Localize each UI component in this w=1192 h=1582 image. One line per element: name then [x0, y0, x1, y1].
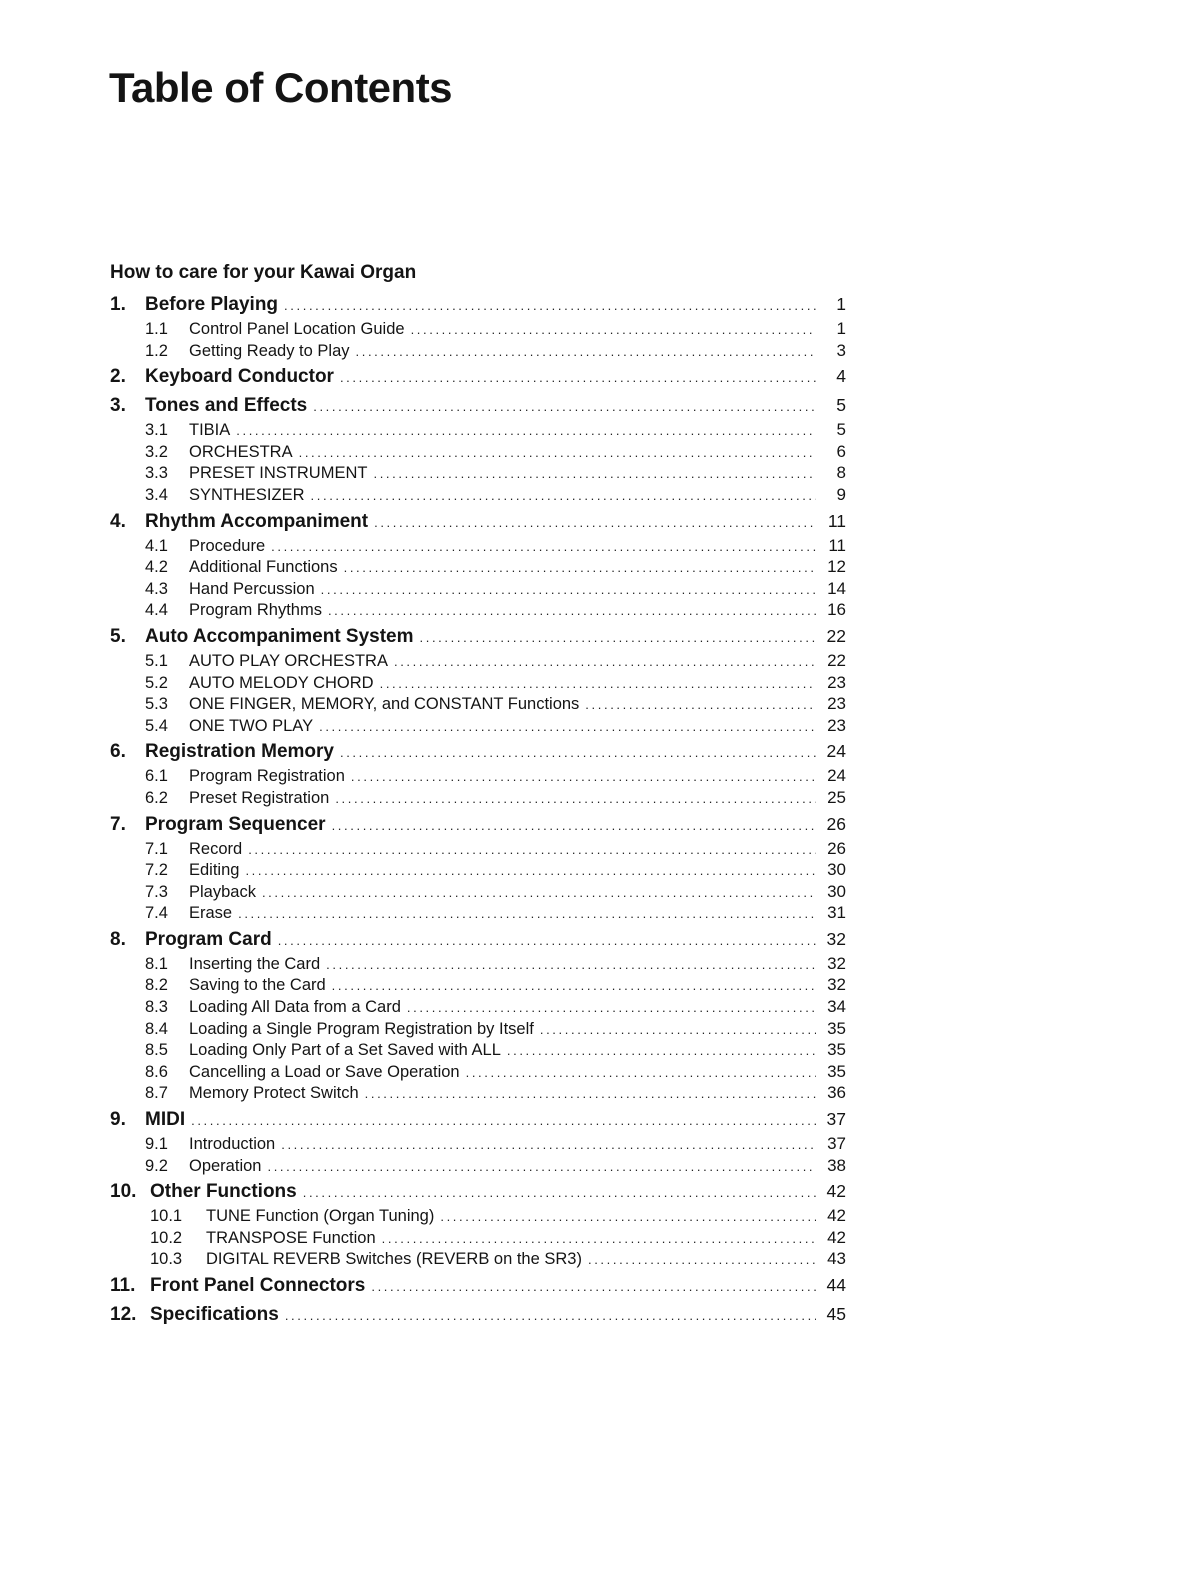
dot-leader	[507, 1040, 816, 1061]
toc-page-number: 37	[827, 1134, 846, 1154]
dot-leader	[420, 624, 816, 650]
toc-section-row	[110, 787, 846, 809]
dot-leader	[356, 341, 816, 362]
toc-entry-title: Erase	[189, 904, 233, 923]
toc-entry-number: 8.5	[145, 1041, 168, 1060]
toc-entry-number: 4.2	[145, 558, 168, 577]
toc-entry-number: 8.2	[145, 976, 168, 995]
toc-page-number: 42	[826, 1181, 846, 1202]
dot-leader	[319, 716, 816, 737]
toc-page-number: 35	[827, 1018, 846, 1038]
dot-leader	[278, 927, 816, 953]
toc-entry-number: 8.1	[145, 954, 168, 973]
toc-entry-title: Record	[189, 839, 243, 858]
toc-chapter-row	[110, 363, 846, 390]
toc-page-number: 32	[827, 975, 846, 995]
toc-entry-title: Rhythm Accompaniment	[145, 510, 369, 532]
toc-entry-number: 9.2	[145, 1156, 168, 1175]
toc-entry-title: Registration Memory	[145, 741, 334, 763]
toc-section-row	[110, 578, 846, 600]
toc-section-row	[110, 953, 846, 975]
dot-leader	[373, 463, 816, 484]
toc-entry-title: Introduction	[189, 1135, 276, 1154]
toc-entry-number: 3.1	[145, 421, 168, 440]
dot-leader	[411, 319, 816, 340]
toc-section-row	[110, 838, 846, 860]
dot-leader	[340, 364, 816, 390]
toc-entry-title: Preset Registration	[189, 788, 330, 807]
toc-section-row	[110, 715, 846, 737]
toc-section-row	[110, 462, 846, 484]
toc-entry-number: 5.3	[145, 695, 168, 714]
toc-section-row	[110, 1061, 846, 1083]
toc-section-row	[110, 974, 846, 996]
toc-page-number: 42	[827, 1206, 846, 1226]
toc-page-number: 35	[827, 1040, 846, 1060]
toc-section-row	[110, 672, 846, 694]
dot-leader	[262, 882, 816, 903]
toc-entry-title: Hand Percussion	[189, 579, 315, 598]
toc-entry-title: PRESET INSTRUMENT	[189, 464, 368, 483]
toc-section-row	[110, 441, 846, 463]
dot-leader	[351, 766, 816, 787]
toc-section-row	[110, 650, 846, 672]
dot-leader	[382, 1228, 816, 1249]
toc-section-row	[110, 1248, 846, 1270]
toc-page-number: 5	[836, 395, 846, 416]
toc-page-number: 32	[826, 928, 846, 949]
toc-entry-title: Memory Protect Switch	[189, 1084, 359, 1103]
toc-entry-title: AUTO PLAY ORCHESTRA	[189, 651, 388, 670]
dot-leader	[328, 600, 816, 621]
toc-section-row	[110, 693, 846, 715]
toc-chapter-row	[110, 291, 846, 318]
toc-entry-title: Loading Only Part of a Set Saved with ALL	[189, 1041, 501, 1060]
toc-entry-title: Control Panel Location Guide	[189, 320, 405, 338]
toc-page-number: 25	[827, 787, 846, 807]
toc-page-number: 1	[836, 294, 846, 314]
dot-leader	[245, 860, 816, 881]
toc-entry-title: ORCHESTRA	[189, 442, 293, 461]
toc-entry-title: SYNTHESIZER	[189, 485, 305, 504]
toc-entry-title: Loading All Data from a Card	[189, 998, 401, 1017]
dot-leader	[407, 997, 816, 1018]
toc-section-row	[110, 902, 846, 924]
toc-entry-number: 8.4	[145, 1019, 168, 1038]
toc-entry-number: 4.1	[145, 536, 168, 555]
toc-page-number: 9	[836, 484, 846, 504]
toc-page-number: 1	[836, 319, 846, 338]
toc-page-number: 11	[827, 510, 846, 531]
dot-leader	[335, 788, 816, 809]
toc-chapter-row	[110, 392, 846, 419]
toc-entry-title: Additional Functions	[189, 558, 338, 577]
toc-chapter-row	[110, 811, 846, 838]
toc-section-row	[110, 340, 846, 362]
toc-page-number: 24	[826, 741, 846, 762]
toc-entry-title: Playback	[189, 882, 256, 901]
toc-entry-title: Program Sequencer	[145, 813, 326, 835]
toc-page-number: 14	[827, 578, 846, 598]
toc-chapter-row	[110, 1272, 846, 1299]
toc-entry-number: 7.4	[145, 904, 168, 923]
dot-leader	[236, 420, 816, 441]
dot-leader	[284, 292, 816, 318]
toc-page-number: 8	[836, 463, 846, 483]
toc-page-number: 26	[827, 838, 846, 858]
dot-leader	[344, 557, 816, 578]
dot-leader	[299, 442, 816, 463]
toc-entry-number: 5.4	[145, 716, 168, 735]
dot-leader	[285, 1302, 816, 1328]
dot-leader	[281, 1134, 816, 1155]
toc-page-number: 11	[828, 535, 846, 555]
toc-page-number: 26	[826, 813, 846, 834]
dot-leader	[371, 1273, 816, 1299]
toc-chapter-row	[110, 1106, 846, 1133]
toc-entry-number: 1.1	[145, 320, 168, 338]
toc-entry-number: 7.1	[145, 839, 168, 858]
toc-entry-number: 7.	[110, 813, 126, 835]
toc-page-number: 42	[827, 1227, 846, 1247]
toc-section-row	[110, 1155, 846, 1177]
toc-entry-title: Getting Ready to Play	[189, 341, 350, 360]
dot-leader	[311, 485, 816, 506]
toc-entry-number: 9.	[110, 1109, 126, 1131]
toc-entry-number: 8.3	[145, 998, 168, 1017]
toc-entry-number: 6.2	[145, 788, 168, 807]
toc-page-number: 22	[826, 625, 846, 646]
toc-entry-title: Program Rhythms	[189, 601, 322, 620]
toc-entry-title: DIGITAL REVERB Switches (REVERB on the SR3)	[206, 1250, 582, 1269]
toc-page-number: 34	[827, 997, 846, 1017]
toc-section-row	[110, 556, 846, 578]
toc-entry-title: Keyboard Conductor	[145, 366, 334, 388]
toc-entry-title: Operation	[189, 1156, 262, 1175]
toc-entry-number: 10.1	[150, 1207, 183, 1226]
toc-entry-number: 5.1	[145, 651, 168, 670]
toc-entry-title: Saving to the Card	[189, 976, 326, 995]
toc-entry-number: 12.	[110, 1304, 137, 1325]
toc-entry-title: Inserting the Card	[189, 954, 321, 973]
toc-entry-number: 8.	[110, 928, 126, 950]
dot-leader	[326, 954, 816, 975]
dot-leader	[313, 393, 816, 419]
dot-leader	[191, 1107, 816, 1133]
dot-leader	[267, 1156, 816, 1177]
page-title: Table of Contents	[109, 64, 453, 111]
toc-section-row	[110, 1133, 846, 1155]
toc-entry-title: ONE FINGER, MEMORY, and CONSTANT Functions	[189, 695, 580, 714]
toc-section-row	[110, 484, 846, 506]
toc-chapter-row	[110, 1301, 846, 1328]
toc-section-row	[110, 419, 846, 441]
toc-section-row	[110, 1205, 846, 1227]
toc-entry-title: Front Panel Connectors	[150, 1275, 366, 1296]
dot-leader	[303, 1179, 816, 1205]
toc-entry-number: 5.2	[145, 673, 168, 692]
toc-entry-title: Program Card	[145, 928, 272, 950]
toc-page-number: 36	[827, 1083, 846, 1103]
toc-entry-number: 1.2	[145, 341, 168, 360]
toc-entry-number: 3.2	[145, 442, 168, 461]
toc-section-row	[110, 1039, 846, 1061]
toc-entry-title: Cancelling a Load or Save Operation	[189, 1062, 460, 1081]
toc-entry-title: Program Registration	[189, 767, 345, 786]
toc-section-row	[110, 599, 846, 621]
toc-entry-title: AUTO MELODY CHORD	[189, 673, 374, 692]
toc-entry-title: TUNE Function (Organ Tuning)	[206, 1207, 435, 1226]
toc-section-row	[110, 996, 846, 1018]
dot-leader	[340, 739, 816, 765]
toc-chapter-row	[110, 1178, 846, 1205]
toc-entry-title: Tones and Effects	[145, 395, 308, 417]
toc-intro-heading: How to care for your Kawai Organ	[110, 262, 417, 283]
toc-page-number: 31	[827, 903, 846, 923]
toc-page-number: 37	[826, 1109, 846, 1130]
toc-entry-number: 10.	[110, 1181, 137, 1203]
toc-page-number: 24	[827, 766, 846, 786]
dot-leader	[466, 1062, 816, 1083]
toc-page-number: 6	[836, 441, 846, 461]
dot-leader	[380, 673, 816, 694]
toc-entry-number: 7.2	[145, 861, 168, 880]
toc-page-number: 4	[836, 366, 846, 387]
toc-entry-title: Procedure	[189, 536, 266, 555]
toc-entry-number: 9.1	[145, 1135, 168, 1154]
toc-entry-number: 8.6	[145, 1062, 168, 1081]
toc-page-number: 5	[836, 420, 846, 440]
toc-entry-number: 7.3	[145, 882, 168, 901]
toc-entry-title: ONE TWO PLAY	[189, 716, 314, 735]
dot-leader	[332, 812, 816, 838]
dot-leader	[588, 1249, 816, 1270]
toc-chapter-row	[110, 738, 846, 765]
dot-leader	[321, 579, 816, 600]
toc-page-number: 23	[827, 694, 846, 714]
toc-entry-number: 4.3	[145, 579, 168, 598]
toc-page-number: 38	[827, 1155, 846, 1175]
toc-entry-number: 11.	[110, 1275, 136, 1296]
toc-chapter-row	[110, 508, 846, 535]
toc-entry-title: MIDI	[145, 1109, 186, 1131]
toc-entry-title: Specifications	[150, 1304, 279, 1325]
toc-entry-number: 4.4	[145, 601, 168, 620]
toc-entry-title: TRANSPOSE Function	[206, 1228, 376, 1247]
dot-leader	[540, 1019, 816, 1040]
toc-entry-number: 10.2	[150, 1228, 183, 1247]
toc-entry-number: 10.3	[150, 1250, 183, 1269]
dot-leader	[394, 651, 816, 672]
toc-section-row	[110, 1227, 846, 1249]
toc-page-number: 3	[836, 340, 846, 360]
toc-page-number: 23	[827, 672, 846, 692]
toc-entry-number: 1.	[110, 294, 126, 315]
toc-entry-number: 4.	[110, 510, 126, 532]
toc-section-row	[110, 1082, 846, 1104]
toc-section-row	[110, 881, 846, 903]
toc-entry-number: 6.1	[145, 767, 168, 786]
dot-leader	[271, 536, 816, 557]
toc-entry-title: TIBIA	[189, 421, 231, 440]
toc-entry-title: Other Functions	[150, 1181, 297, 1203]
toc-page-number: 43	[827, 1249, 846, 1269]
dot-leader	[440, 1206, 816, 1227]
toc-page-number: 30	[827, 860, 846, 880]
toc-entry-number: 6.	[110, 741, 126, 763]
dot-leader	[238, 903, 816, 924]
dot-leader	[365, 1083, 816, 1104]
toc-section-row	[110, 318, 846, 340]
toc-page-number: 44	[826, 1275, 846, 1295]
toc-chapter-row	[110, 926, 846, 953]
toc-section-row	[110, 1018, 846, 1040]
toc-entry-number: 3.3	[145, 464, 168, 483]
toc-page-number: 30	[827, 881, 846, 901]
toc-page-number: 23	[827, 715, 846, 735]
toc-entry-number: 3.	[110, 395, 126, 417]
toc-page-number: 32	[827, 953, 846, 973]
dot-leader	[374, 509, 816, 535]
toc-section-row	[110, 535, 846, 557]
toc-entry-title: Auto Accompaniment System	[145, 625, 414, 647]
toc-section-row	[110, 859, 846, 881]
toc-page-number: 45	[826, 1304, 846, 1324]
toc-entry-number: 5.	[110, 625, 126, 647]
toc-page-number: 22	[827, 650, 846, 670]
toc-entry-number: 2.	[110, 366, 126, 388]
toc-page-number: 16	[827, 600, 846, 620]
toc-entry-number: 8.7	[145, 1084, 168, 1103]
toc-chapter-row	[110, 623, 846, 650]
toc-entry-number: 3.4	[145, 485, 168, 504]
toc-entry-title: Editing	[189, 861, 240, 880]
toc-entry-title: Loading a Single Program Registration by Itself	[189, 1019, 534, 1038]
toc-page-number: 12	[827, 557, 846, 577]
toc-page-number: 35	[827, 1061, 846, 1081]
toc-section-row	[110, 765, 846, 787]
dot-leader	[585, 694, 816, 715]
dot-leader	[248, 839, 816, 860]
dot-leader	[332, 975, 816, 996]
table-of-contents	[110, 289, 846, 1328]
toc-entry-title: Before Playing	[145, 294, 279, 315]
